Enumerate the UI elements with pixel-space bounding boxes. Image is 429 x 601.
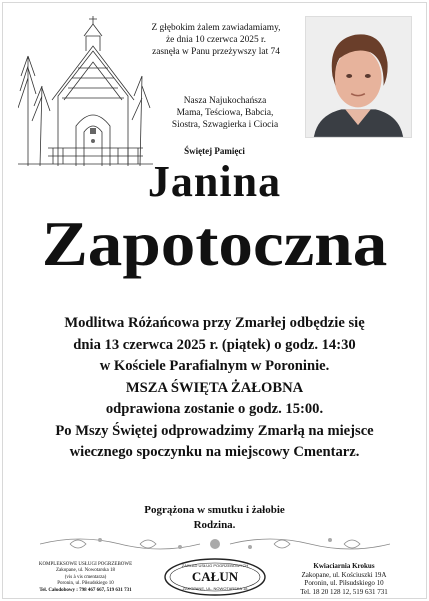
family-line: Siostra, Szwagierka i Ciocia [171,120,279,130]
mourning-line: Pogrążona w smutku i żałobie [144,504,285,516]
intro-text [132,22,300,58]
floral-ornament [40,532,390,556]
portrait-photo [305,16,412,138]
funeral-home-line: Tel. Całodobowy : 798 467 667, 519 631 731 [39,587,132,593]
announcement-line: Po Mszy Świętej odprowadzimy Zmarłą na miejsce [55,422,374,439]
florist-line: Poronin, ul. Piłsudskiego 10 [304,579,384,588]
florist-line: Tel. 18 20 128 12, 519 631 731 [300,587,388,596]
logo-bottom-text: ZAKOPANE, UL. NOWOTARSKA 18 [182,586,248,591]
intro-line: że dnia 10 czerwca 2025 r. [166,35,266,45]
funeral-announcement [14,313,415,464]
calun-logo [163,557,267,597]
funeral-home-line: KOMPLEKSOWE USŁUGI POGRZEBOWE [38,562,133,567]
announcement-line: wiecznego spoczynku na miejscowy Cmentarz. [69,444,360,460]
announcement-line: Modlitwa Różańcowa przy Zmarłej odbędzie się [64,315,365,331]
family-line: Nasza Najukochańsza [183,96,267,106]
announcement-line: dnia 13 czerwca 2025 r. (piątek) o godz. 14:30 [73,336,356,353]
logo-name: CAŁUN [191,569,239,584]
deceased-last-name: Zapotoczna [41,208,388,279]
florist-info [274,562,414,596]
funeral-home-line: Poronin, ul. Piłsudskiego 10 [57,581,114,587]
logo-top-text: ZAKŁAD USŁUG POGRZEBOWYCH [181,563,249,568]
intro-line: zasnęła w Panu przeżywszy lat 74 [152,47,280,57]
intro-line: Z głębokim żalem zawiadamiamy, [151,23,281,33]
announcement-line: odprawiona zostanie o godz. 15:00. [105,401,324,417]
florist-line: Zakopane, ul. Kościuszki 19A [301,570,387,579]
funeral-home-line: (vis à vis cmentarza) [64,574,107,580]
announcement-line: w Kościele Parafialnym w Poroninie. [99,358,330,374]
mourning-line: Rodzina. [193,519,236,531]
memory-label: Świętej Pamięci [184,146,245,156]
family-relations [150,95,300,131]
deceased-first-name: Janina [147,157,282,206]
florist-name: Kwiaciarnia Krokus [313,562,375,570]
announcement-line: MSZA ŚWIĘTA ŻAŁOBNA [125,379,304,396]
family-line: Mama, Teściowa, Babcia, [176,108,274,118]
funeral-home-line: Zakopane, ul. Nowotarska 18 [55,568,115,574]
funeral-home-info [18,562,153,594]
mourning-signature [0,503,429,533]
